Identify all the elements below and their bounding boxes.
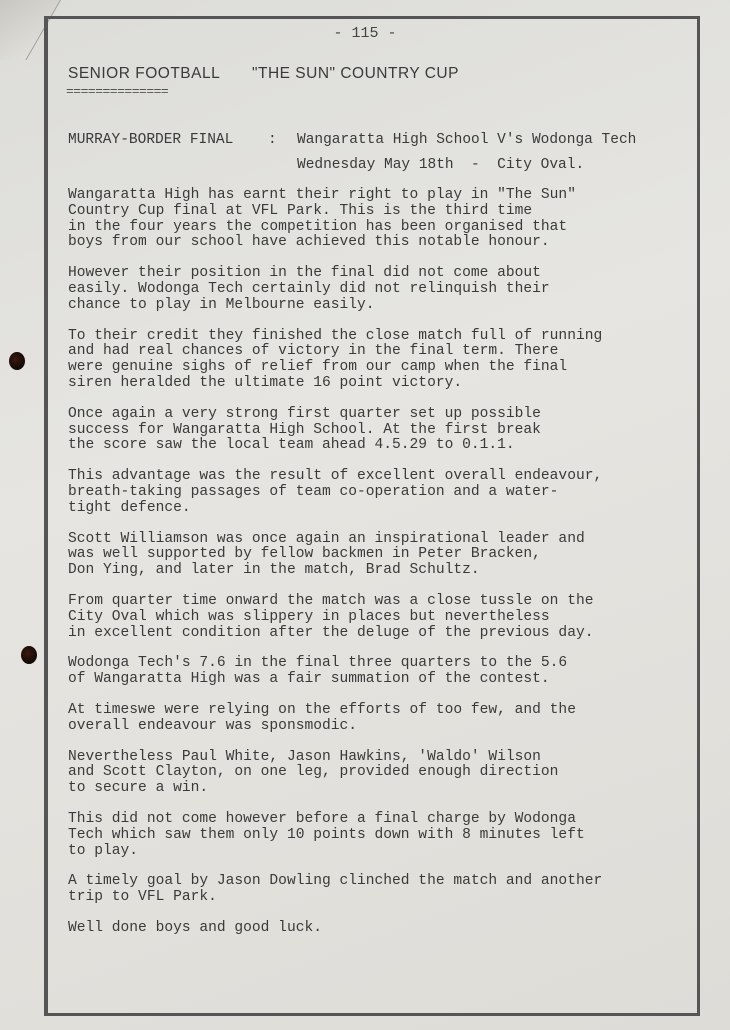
match-label: MURRAY-BORDER FINAL <box>68 132 234 148</box>
match-separator: : <box>268 132 277 148</box>
page-number: - 115 - <box>333 25 397 42</box>
paragraph: Wodonga Tech's 7.6 in the final three quarters to the 5.6 of Wangaratta High was a fair summation of the contest. <box>68 655 568 688</box>
paragraph: This advantage was the result of excellent overall endeavour, breath-taking passages of team co-operation and a water- tight defence. <box>68 468 603 516</box>
match-teams: Wangaratta High School V's Wodonga Tech <box>297 132 637 148</box>
punch-hole-top <box>9 352 25 370</box>
paragraph: A timely goal by Jason Dowling clinched the match and another trip to VFL Park. <box>68 873 603 906</box>
paragraph: Nevertheless Paul White, Jason Hawkins, 'Waldo' Wilson and Scott Clayton, on one leg, provided enough direction to secure a win. <box>68 748 559 797</box>
punch-hole-bottom <box>21 646 37 664</box>
paragraph: Well done boys and good luck. <box>68 919 322 936</box>
paragraph: From quarter time onward the match was a close tussle on the City Oval which was slippery in places but nevertheless in excellent condition after the deluge of the previous day. <box>68 592 594 641</box>
paragraph: To their credit they finished the close match full of running and had real chances of victory in the final term. There were genuine sighs of relief from our camp when the final siren heralded the ultimate 16 point victory. <box>68 327 603 391</box>
article-body <box>68 188 668 952</box>
heading-underline: ============== <box>66 84 169 99</box>
paragraph: Once again a very strong first quarter set up possible success for Wangaratta High School. At the first break the score saw the local team ahead 4.5.29 to 0.1.1. <box>68 405 541 454</box>
match-date-venue: Wednesday May 18th - City Oval. <box>297 157 585 173</box>
competition-title: "THE SUN" COUNTRY CUP <box>252 65 459 82</box>
paragraph: This did not come however before a final charge by Wodonga Tech which saw them only 10 points down with 8 minutes left to play. <box>68 810 585 859</box>
paragraph: Scott Williamson was once again an inspirational leader and was well supported by fellow backmen in Peter Bracken, Don Ying, and later in the match, Brad Schultz. <box>68 530 585 579</box>
paragraph: Wangaratta High has earnt their right to play in "The Sun" Country Cup final at VFL Park. This is the third time in the four years the competition has been organised that boys from our school have achieved this notable honour. <box>68 187 576 251</box>
paragraph: At timeswe were relying on the efforts of too few, and the overall endeavour was sponsmodic. <box>68 701 576 734</box>
paragraph: However their position in the final did not come about easily. Wodonga Tech certainly did not relinquish their chance to play in Melbourne easily. <box>68 265 550 313</box>
section-heading: SENIOR FOOTBALL <box>68 65 221 82</box>
